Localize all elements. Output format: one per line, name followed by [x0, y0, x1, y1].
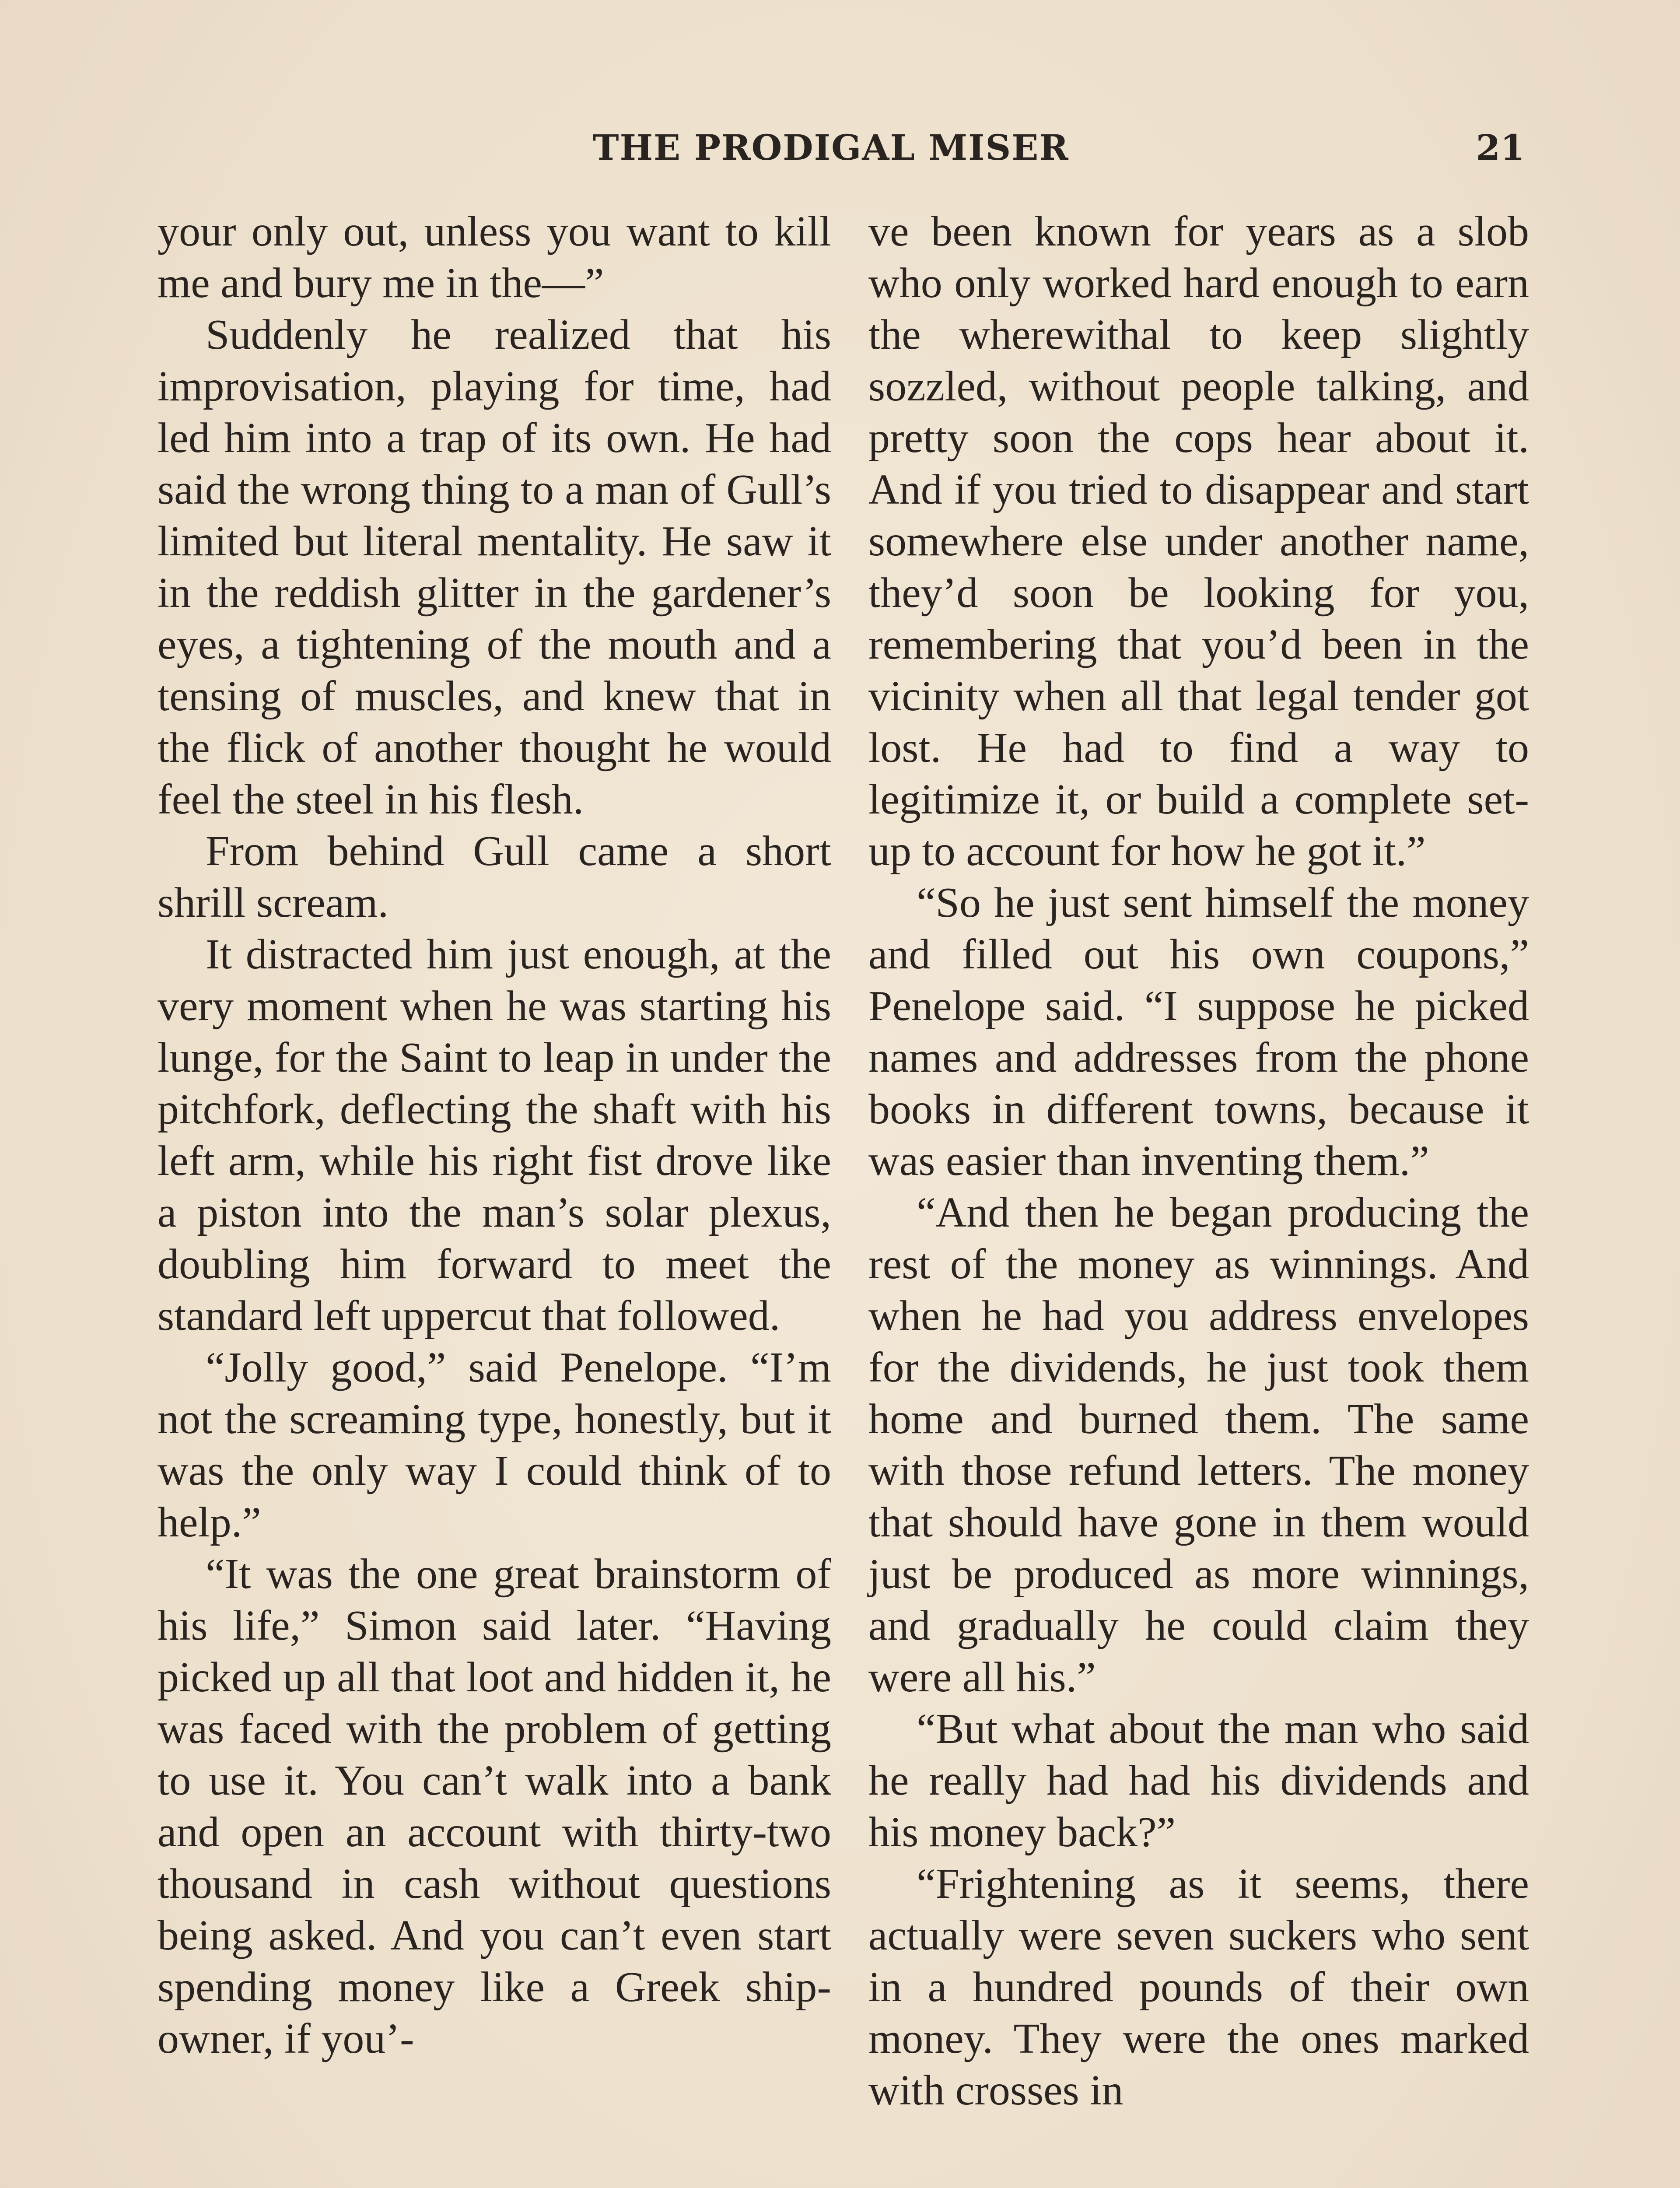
paragraph: Suddenly he realized that his improvisation, playing for time, had led him into a trap of its own. He had said the wrong thing to a man of Gull’s limited but literal mentality. He saw it in the reddish glitter in the gardener’s eyes, a tightening of the mouth and a tensing of muscles, and knew that in the flick of another thought he would feel the steel in his flesh. [158, 311, 831, 823]
paragraph: “It was the one great brainstorm of his life,” Simon said later. “Having picked up all that loot and hidden it, he was faced with the problem of getting to use it. You can’t walk into a bank and open an account with thirty-two thousand in cash without questions being asked. And you can’t even start spending money like a Greek ship-owner, if you’- [158, 1550, 831, 2062]
paragraph: “Jolly good,” said Penelope. “I’m not the screaming type, honestly, but it was the only way I could think of to help.” [158, 1344, 831, 1546]
paragraph: “And then he began producing the rest of the money as winnings. And when he had you address envelopes for the dividends, he just took them home and burned them. The same with those refund letters. The money that should have gone in them would just be produced as more winnings, and gradually he could claim they were all his.” [868, 1189, 1529, 1701]
paragraph: “So he just sent himself the money and filled out his own coupons,” Penelope said. “I suppose he picked names and addresses from the phone books in different towns, because it was easier than inventing them.” [868, 879, 1529, 1185]
paragraph: From behind Gull came a short shrill scream. [158, 828, 831, 926]
left-column [158, 206, 831, 2065]
paragraph: ve been known for years as a slob who only worked hard enough to earn the wherewithal to keep slightly sozzled, without people talking, and pretty soon the cops hear about it. And if you tried to disappear and start somewhere else under another name, they’d soon be looking for you, remembering that you’d been in the vicinity when all that legal tender got lost. He had to find a way to legitimize it, or build a complete set-up to account for how he got it.” [868, 208, 1529, 875]
right-column [868, 206, 1529, 2116]
page-header [0, 127, 1680, 175]
paragraph: “Frightening as it seems, there actually were seven suckers who sent in a hundred pounds of their own money. They were the ones marked with crosses in [868, 1860, 1529, 2114]
running-title: THE PRODIGAL MISER [593, 127, 1069, 168]
paragraph: It distracted him just enough, at the very moment when he was starting his lunge, for the Saint to leap in under the pitchfork, deflecting the shaft with his left arm, while his right fist drove like a piston into the man’s solar plexus, doubling him forward to meet the standard left uppercut that followed. [158, 931, 831, 1339]
paragraph: “But what about the man who said he really had had his dividends and his money back?” [868, 1705, 1529, 1856]
paragraph: your only out, unless you want to kill me and bury me in the—” [158, 208, 831, 307]
page-number: 21 [1476, 127, 1525, 168]
